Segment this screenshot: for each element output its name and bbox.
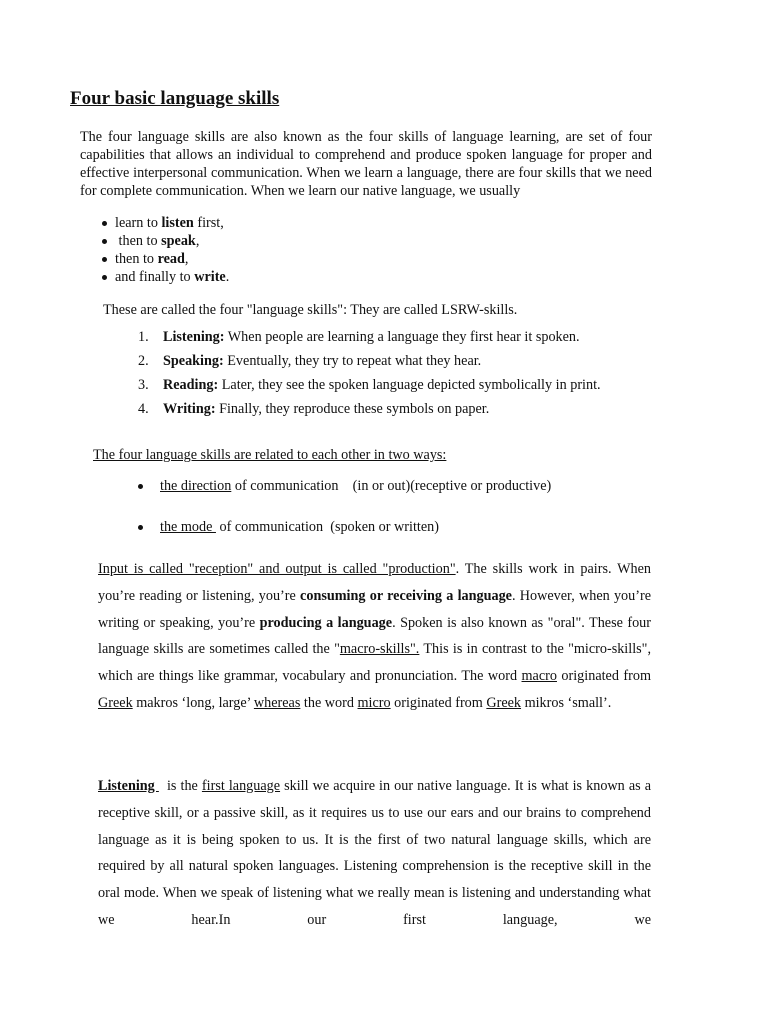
intro-paragraph: The four language skills are also known as the four skills of language learning, are set of four capabilities that allows an individual to comprehend and produce spoken language for proper and effective interpersonal communication. When we learn a language, there are four skills that we need for complete communication. When we learn our native language, we usually (80, 129, 652, 199)
page-title: Four basic language skills (70, 88, 280, 109)
list-item: and finally to write. (100, 268, 229, 286)
bullet-icon (138, 484, 143, 489)
list-item: the mode of communication (spoken or written) (138, 519, 439, 536)
bullet-icon (138, 525, 143, 530)
list-item: then to speak, (100, 232, 229, 250)
lsrw-intro: These are called the four "language skills": They are called LSRW-skills. (103, 302, 518, 318)
listening-paragraph: Listening is the first language skill we acquire in our native language. It is what is known as a receptive skill, or a passive skill, as it requires us to use our ears and our brains to comprehend language as it is being spoken to us. It is the first of two natural language skills, which are required by all natural spoken languages. Listening comprehension is the receptive skill in the oral mode. When we speak of listening what we really mean is listening and understanding what we hear.In our first language, we (98, 778, 652, 928)
learning-order-list (100, 214, 229, 286)
reception-paragraph: Input is called "reception" and output is called "production". The skills work in pairs. When you’re reading or listening, you’re consuming or receiving a language. However, when you’re writing or speaking, you’re producing a language. Spoken is also known as "oral". These four language skills are sometimes called the "macro-skills". This is in contrast to the "micro-skills", which are things like grammar, vocabulary and pronunciation. The word macro originated from Greek makros ‘long, large’ whereas the word micro originated from Greek mikros ‘small’. (98, 561, 651, 711)
list-item: learn to listen first, (100, 214, 229, 232)
skills-list (138, 325, 601, 421)
list-item: 3. Reading: Later, they see the spoken language depicted symbolically in print. (138, 377, 601, 393)
list-item: 4. Writing: Finally, they reproduce these symbols on paper. (138, 401, 490, 417)
link-text: the mode (160, 519, 216, 535)
section-heading: The four language skills are related to each other in two ways: (93, 447, 447, 463)
link-text: the direction (160, 478, 232, 494)
list-item: then to read, (100, 250, 229, 268)
list-item: 2. Speaking: Eventually, they try to repeat what they hear. (138, 353, 482, 369)
list-item: 1. Listening: When people are learning a language they first hear it spoken. (138, 329, 580, 345)
list-item: the direction of communication (in or out)(receptive or productive) (138, 478, 551, 495)
